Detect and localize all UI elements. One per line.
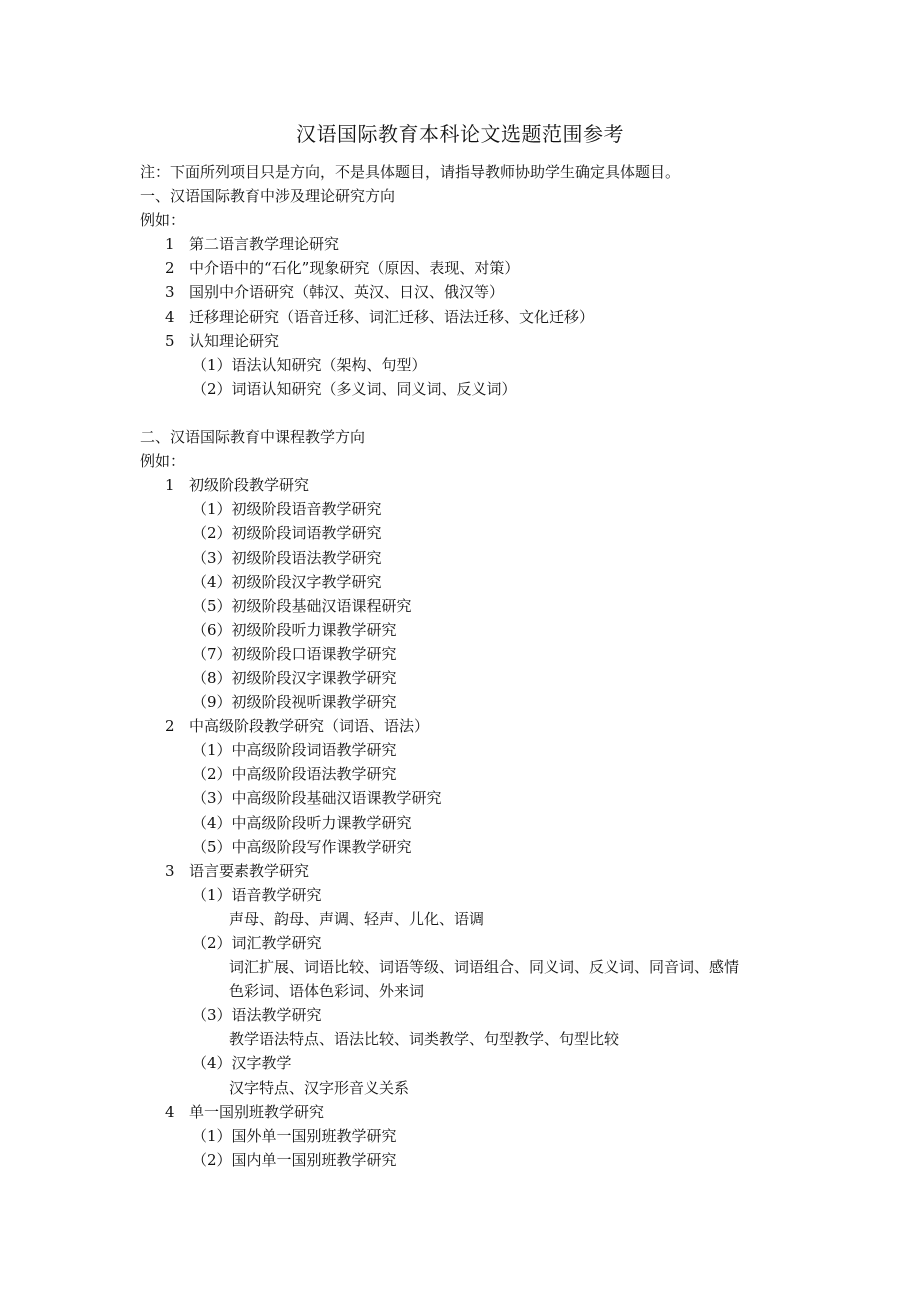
sub-item: （3）初级阶段语法教学研究 [192, 548, 382, 567]
sub-item: （2）中高级阶段语法教学研究 [192, 765, 397, 784]
item-label: 第二语言教学理论研究 [189, 235, 340, 254]
item-label: 初级阶段教学研究 [189, 476, 310, 495]
spacer [140, 401, 840, 425]
list-item [140, 859, 840, 883]
example-label: 例如： [140, 452, 186, 471]
list-item [140, 280, 840, 304]
item-number: 1 [165, 476, 175, 495]
list-item [140, 329, 840, 353]
sub-item: （6）初级阶段听力课教学研究 [192, 620, 397, 639]
sub-item: （3）语法教学研究 [192, 1006, 322, 1025]
item-number: 4 [165, 1102, 175, 1121]
sub-item-detail: 词汇扩展、词语比较、词语等级、词语组合、同义词、反义词、同音词、感情 [229, 958, 740, 977]
sub-item: （7）初级阶段口语课教学研究 [192, 644, 397, 663]
note-text: 注：下面所列项目只是方向，不是具体题目，请指导教师协助学生确定具体题目。 [140, 163, 681, 181]
sub-item: （2）国内单一国别班教学研究 [192, 1150, 397, 1169]
sub-item: （1）语音教学研究 [192, 885, 322, 904]
item-number: 5 [165, 331, 175, 350]
sub-item: （2）词汇教学研究 [192, 934, 322, 952]
list-item [140, 256, 840, 280]
list-item [140, 714, 840, 738]
sub-item: （3）中高级阶段基础汉语课教学研究 [192, 789, 442, 808]
sub-item: （4）汉字教学 [192, 1054, 292, 1073]
item-number: 2 [165, 717, 175, 736]
item-label: 迁移理论研究（语音迁移、词汇迁移、语法迁移、文化迁移） [189, 307, 595, 326]
sub-item: （4）初级阶段汉字教学研究 [192, 572, 382, 591]
list-item [140, 305, 840, 329]
sub-item: （2）词语认知研究（多义词、同义词、反义词） [192, 379, 517, 398]
item-number: 1 [165, 235, 175, 254]
example-label: 例如： [140, 211, 186, 230]
item-number: 4 [165, 307, 175, 326]
sub-item: （4）中高级阶段听力课教学研究 [192, 813, 412, 832]
sub-item-detail: 教学语法特点、语法比较、词类教学、句型教学、句型比较 [229, 1030, 620, 1049]
item-label: 中介语中的“石化”现象研究（原因、表现、对策） [189, 259, 520, 278]
sub-item-detail: 汉字特点、汉字形音义关系 [229, 1078, 410, 1097]
item-label: 语言要素教学研究 [189, 861, 310, 880]
document-body [140, 160, 840, 1172]
item-number: 2 [165, 259, 175, 278]
sub-item: （5）初级阶段基础汉语课程研究 [192, 596, 412, 615]
list-item [140, 1100, 840, 1124]
sub-item: （1）语法认知研究（架构、句型） [192, 355, 427, 374]
sub-item: （5）中高级阶段写作课教学研究 [192, 837, 412, 856]
list-item [140, 473, 840, 497]
item-label: 国别中介语研究（韩汉、英汉、日汉、俄汉等） [189, 283, 505, 302]
list-item [140, 232, 840, 256]
sub-item: （2）初级阶段词语教学研究 [192, 524, 382, 543]
sub-item-detail: 声母、韵母、声调、轻声、儿化、语调 [229, 909, 485, 928]
sub-item: （1）初级阶段语音教学研究 [192, 500, 382, 519]
sub-item: （9）初级阶段视听课教学研究 [192, 693, 397, 712]
item-number: 3 [165, 283, 175, 302]
sub-item: （1）国外单一国别班教学研究 [192, 1126, 397, 1145]
sub-item: （1）中高级阶段词语教学研究 [192, 741, 397, 760]
sub-item-detail: 色彩词、语体色彩词、外来词 [229, 982, 425, 1001]
section-heading-theory: 一、汉语国际教育中涉及理论研究方向 [140, 187, 396, 206]
section-heading-teaching: 二、汉语国际教育中课程教学方向 [140, 428, 366, 447]
item-label: 中高级阶段教学研究（词语、语法） [189, 717, 430, 736]
item-label: 单一国别班教学研究 [189, 1102, 325, 1121]
sub-item: （8）初级阶段汉字课教学研究 [192, 668, 397, 687]
item-number: 3 [165, 861, 175, 880]
item-label: 认知理论研究 [189, 331, 280, 350]
page-title: 汉语国际教育本科论文选题范围参考 [296, 122, 624, 146]
